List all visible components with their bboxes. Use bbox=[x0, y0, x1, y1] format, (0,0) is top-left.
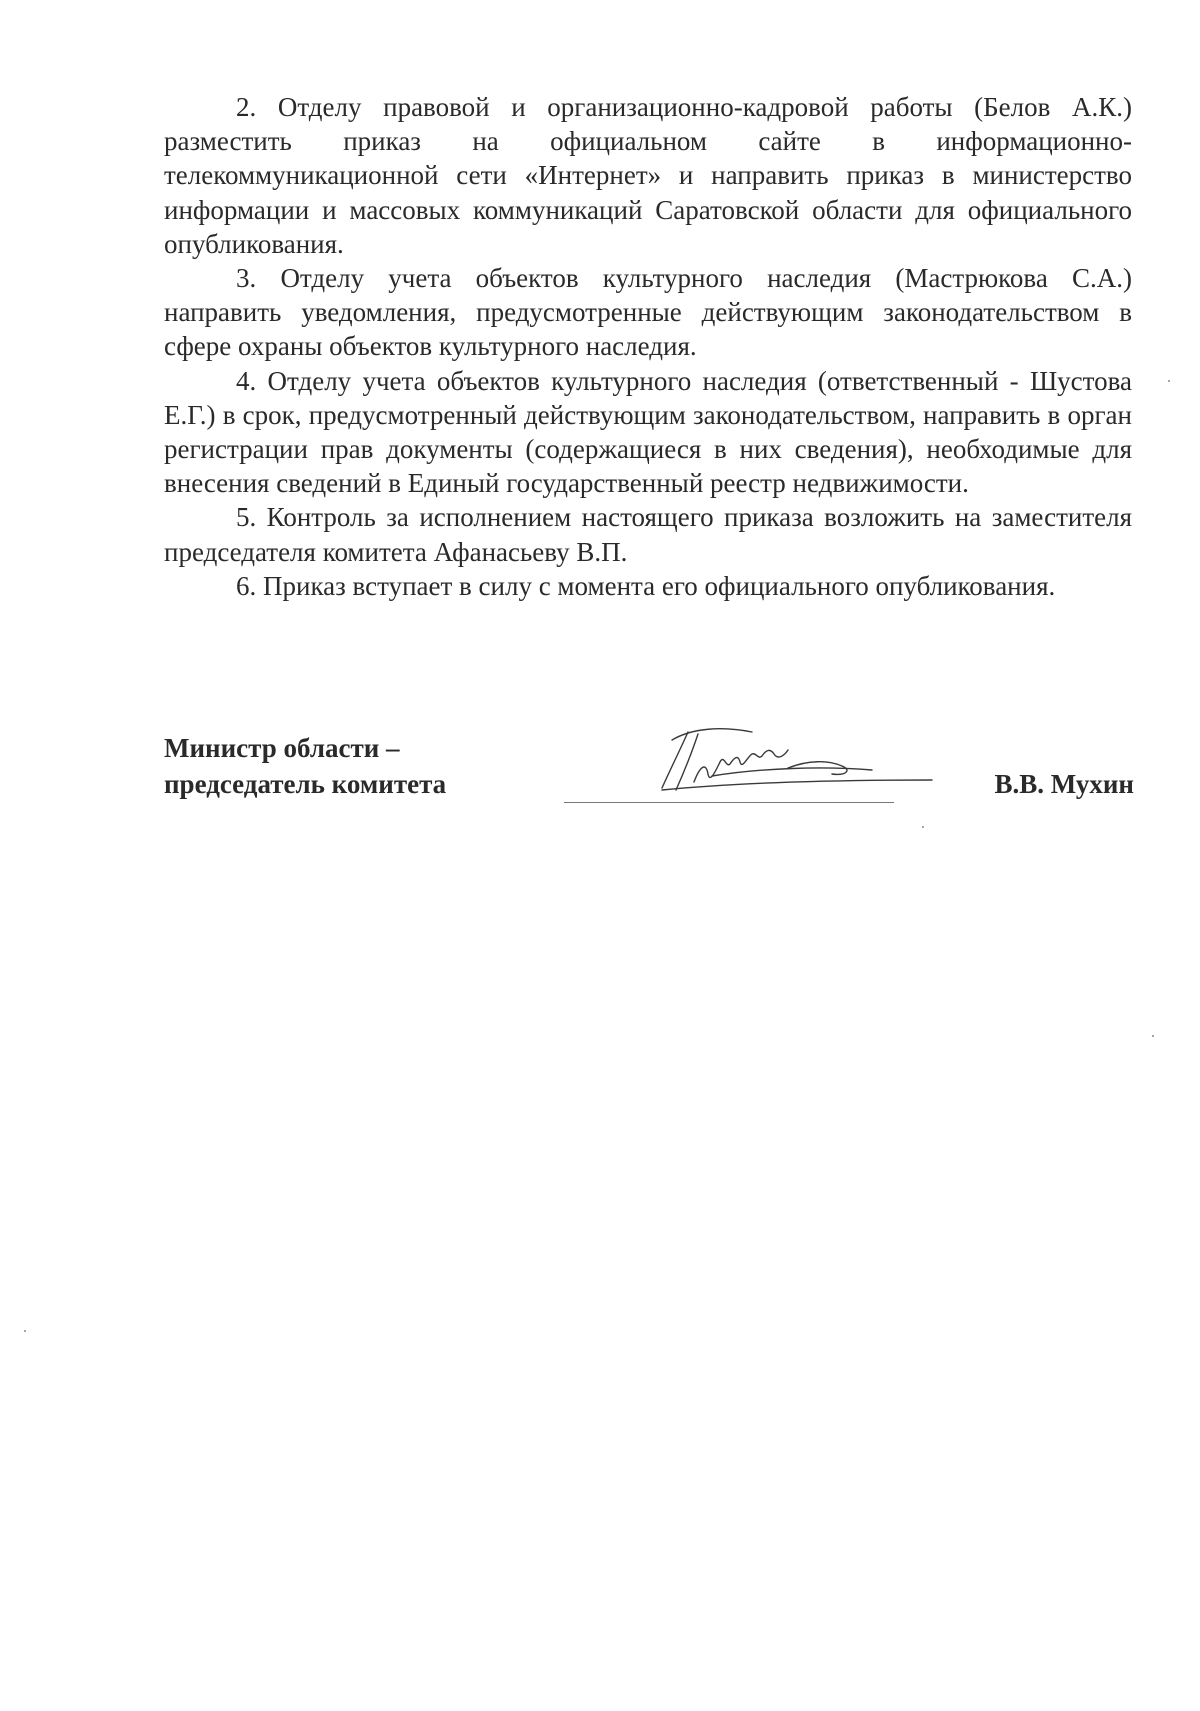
signatory-name: В.В. Мухин bbox=[994, 769, 1134, 799]
paragraph-6: 6. Приказ вступает в силу с момента его официального опубликования. bbox=[236, 570, 1056, 601]
paragraph-4: 4. Отделу учета объектов культурного наследия (ответственный - Шустова Е.Г.) в срок, предусмотренный действующим законодательством, направить в орган регистрации прав документы (содержащиеся в них сведения), необходимые для внесения сведений в Единый государственный реестр недвижимости. bbox=[164, 365, 1132, 499]
signature-block bbox=[164, 730, 1132, 820]
scan-speck bbox=[922, 826, 924, 828]
paragraph-5: 5. Контроль за исполнением настоящего приказа возложить на заместителя председателя комитета Афанасьеву В.П. bbox=[164, 502, 1132, 567]
signatory-title-line-2: председатель комитета bbox=[164, 769, 447, 799]
handwritten-signature bbox=[632, 710, 952, 810]
scan-speck bbox=[1152, 1035, 1154, 1037]
paragraph-2: 2. Отделу правовой и организационно-кадровой работы (Белов А.К.) разместить приказ на официальном сайте в информационно-телекоммуникационной сети «Интернет» и направить приказ в министерство информации и массовых коммуникаций Саратовской области для официального опубликования. bbox=[164, 92, 1132, 259]
signatory-title bbox=[164, 730, 446, 802]
order-body bbox=[164, 90, 1132, 603]
paragraph-3: 3. Отделу учета объектов культурного наследия (Мастрюкова С.А.) направить уведомления, предусмотренные действующим законодательством в сфере охраны объектов культурного наследия. bbox=[164, 263, 1132, 362]
scan-speck bbox=[1168, 380, 1170, 382]
signatory-title-line-1: Министр области – bbox=[164, 733, 400, 763]
scan-speck bbox=[24, 1330, 26, 1332]
